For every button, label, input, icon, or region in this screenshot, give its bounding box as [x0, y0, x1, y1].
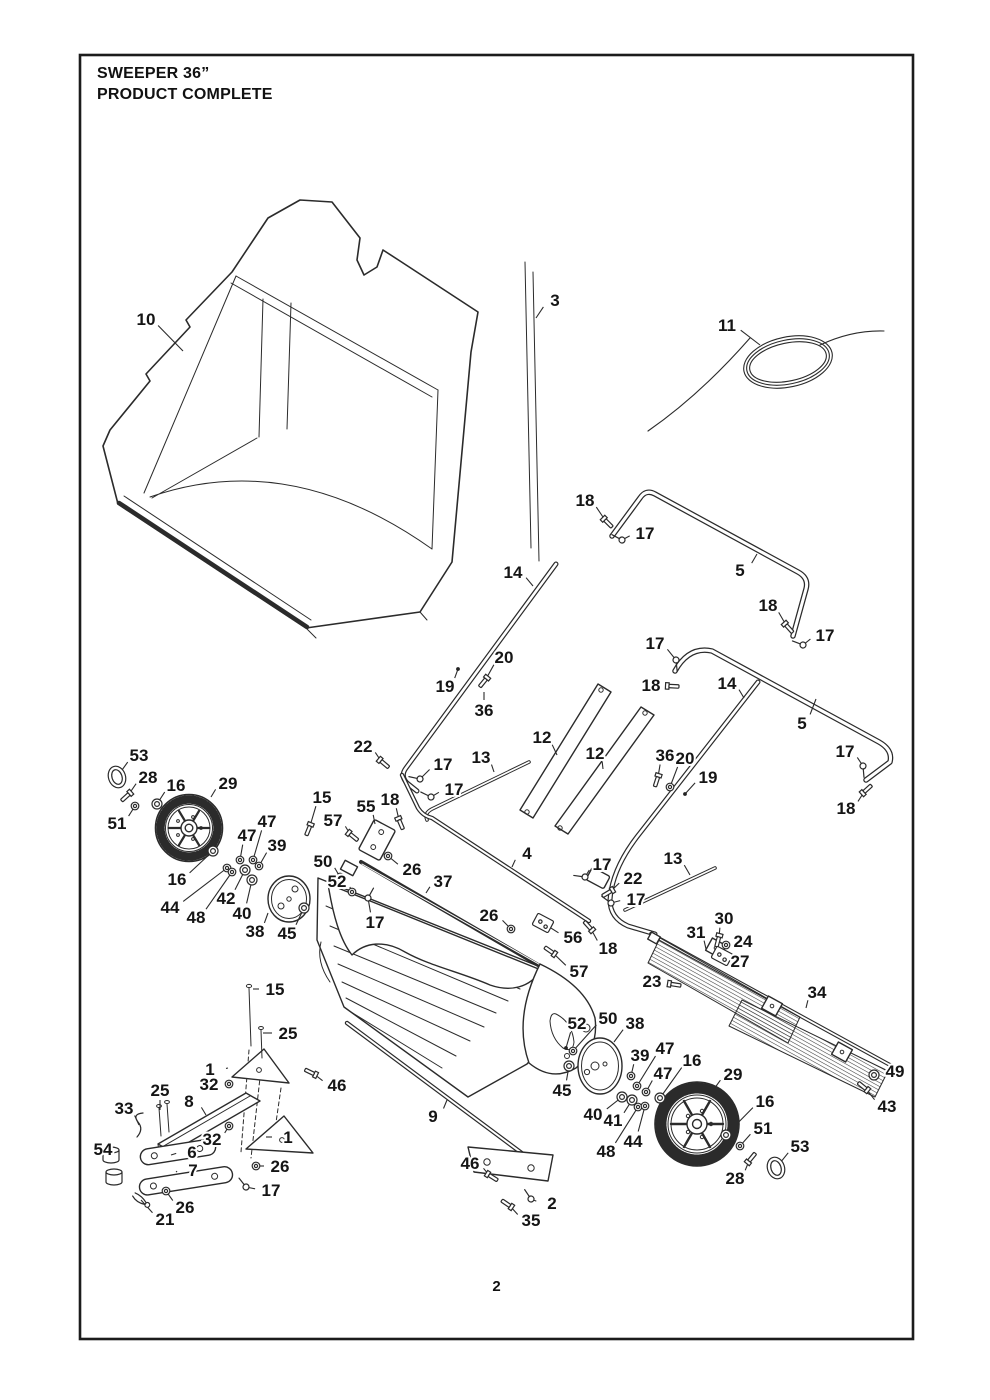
part-callout-47: 47 — [237, 825, 257, 845]
washer-part-glyph — [249, 856, 257, 864]
washer-part-glyph — [131, 802, 139, 810]
part-callout-57: 57 — [569, 961, 589, 981]
side-disc-left-drawing — [268, 876, 310, 922]
callout-leader — [752, 554, 757, 563]
part-callout-24: 24 — [733, 931, 753, 951]
part-callout-20: 20 — [494, 647, 514, 667]
washer-part-glyph — [666, 783, 674, 791]
page-title-line1: SWEEPER 36” — [97, 65, 210, 82]
handle-tube-right-drawing — [586, 682, 758, 934]
part-callout-16: 16 — [682, 1050, 702, 1070]
bolt-part-glyph — [303, 822, 314, 837]
part-callout-9: 9 — [428, 1106, 438, 1126]
washer-part-glyph — [642, 1088, 650, 1096]
part-callout-31: 31 — [686, 922, 706, 942]
part-callout-18: 18 — [598, 938, 618, 958]
part-callout-47: 47 — [257, 811, 277, 831]
part-callout-20: 20 — [675, 748, 695, 768]
callout-leader — [739, 690, 744, 698]
washer-part-glyph — [225, 1080, 233, 1088]
callout-leader — [684, 865, 690, 875]
bolt-part-glyph — [500, 1198, 515, 1211]
part-callout-26: 26 — [479, 905, 499, 925]
part-callout-10: 10 — [136, 309, 156, 329]
part-callout-42: 42 — [216, 888, 236, 908]
part-callout-46: 46 — [327, 1075, 347, 1095]
washer-part-glyph — [225, 1122, 233, 1130]
callout-leader — [176, 1171, 177, 1172]
bushing-part-glyph — [208, 846, 218, 856]
part-callout-51: 51 — [753, 1118, 773, 1138]
bolt-part-glyph — [477, 674, 490, 689]
part-callout-48: 48 — [186, 907, 206, 927]
part-callout-50: 50 — [598, 1008, 618, 1028]
bolt-part-glyph — [543, 945, 558, 958]
bolt-part-glyph — [395, 816, 406, 831]
part-callout-28: 28 — [725, 1168, 745, 1188]
washer-part-glyph — [507, 925, 515, 933]
part-callout-17: 17 — [261, 1180, 281, 1200]
cap-part-glyph — [106, 764, 129, 790]
callout-leader — [512, 860, 515, 867]
side-disc-right-drawing — [578, 1038, 622, 1094]
washer-part-glyph — [736, 1142, 744, 1150]
part-callout-26: 26 — [270, 1156, 290, 1176]
part-callout-17: 17 — [592, 854, 612, 874]
part-callout-26: 26 — [402, 859, 422, 879]
part-callout-2: 2 — [547, 1193, 557, 1213]
bolt-part-glyph — [600, 515, 614, 529]
bolt-part-glyph — [304, 1067, 319, 1079]
washer-part-glyph — [569, 1047, 577, 1055]
part-callout-12: 12 — [585, 743, 605, 763]
part-callout-23: 23 — [642, 971, 662, 991]
bushing-part-glyph — [240, 865, 250, 875]
callout-leader — [685, 783, 695, 794]
part-callout-17: 17 — [815, 625, 835, 645]
pin-part-glyph — [238, 1178, 250, 1190]
part-callout-41: 41 — [603, 1110, 623, 1130]
bolt-part-glyph — [667, 980, 681, 988]
part-callout-25: 25 — [278, 1023, 298, 1043]
washer-part-glyph — [348, 888, 356, 896]
page-title-line2: PRODUCT COMPLETE — [97, 86, 273, 103]
part-callout-16: 16 — [167, 869, 187, 889]
part-callout-16: 16 — [166, 775, 186, 795]
callout-leader — [426, 887, 430, 893]
part-callout-15: 15 — [312, 787, 332, 807]
part-callout-13: 13 — [471, 747, 491, 767]
part-callout-1: 1 — [205, 1059, 215, 1079]
bushing-part-glyph — [564, 1061, 574, 1071]
part-callout-43: 43 — [877, 1096, 897, 1116]
part-callout-1: 1 — [283, 1127, 293, 1147]
bushing-part-glyph — [655, 1093, 665, 1103]
part-callout-25: 25 — [150, 1080, 170, 1100]
part-callout-7: 7 — [188, 1160, 198, 1180]
lift-rod-drawing — [525, 262, 539, 561]
bolt-part-glyph — [652, 773, 662, 788]
bushing-part-glyph — [617, 1092, 627, 1102]
part-callout-32: 32 — [202, 1129, 222, 1149]
part-callout-40: 40 — [583, 1104, 603, 1124]
part-callout-18: 18 — [758, 595, 778, 615]
part-callout-53: 53 — [129, 745, 149, 765]
bolt-part-glyph — [119, 789, 133, 803]
hopper-drawing — [103, 200, 478, 638]
callout-leader — [444, 1100, 448, 1109]
part-callout-30: 30 — [714, 908, 734, 928]
part-callout-39: 39 — [630, 1045, 650, 1065]
wheel-right-drawing — [655, 1082, 739, 1166]
part-callout-17: 17 — [365, 912, 385, 932]
part-callout-35: 35 — [521, 1210, 541, 1230]
bushing-part-glyph — [247, 875, 257, 885]
part-callout-48: 48 — [596, 1141, 616, 1161]
pin-part-glyph — [574, 869, 589, 884]
part-callout-55: 55 — [356, 796, 376, 816]
part-callout-57: 57 — [323, 810, 343, 830]
part-callout-36: 36 — [474, 700, 494, 720]
bolt-part-glyph — [376, 756, 390, 770]
part-callout-18: 18 — [641, 675, 661, 695]
part-callout-51: 51 — [107, 813, 127, 833]
part-callout-14: 14 — [503, 562, 523, 582]
washer-part-glyph — [162, 1187, 170, 1195]
callout-leader — [492, 765, 495, 772]
part-callout-54: 54 — [93, 1139, 113, 1159]
callout-leader — [264, 913, 268, 923]
dot-part-glyph — [456, 667, 460, 671]
dot-part-glyph — [683, 792, 687, 796]
part-callout-39: 39 — [267, 835, 287, 855]
part-callout-45: 45 — [552, 1080, 572, 1100]
callout-leader — [211, 789, 216, 797]
washer-part-glyph — [633, 1082, 641, 1090]
part-callout-52: 52 — [567, 1013, 587, 1033]
part-callout-17: 17 — [835, 741, 855, 761]
part-callout-17: 17 — [433, 754, 453, 774]
pin-part-glyph — [792, 636, 807, 651]
bolt-part-glyph — [744, 1151, 757, 1166]
part-callout-29: 29 — [723, 1064, 743, 1084]
part-callout-18: 18 — [575, 490, 595, 510]
part-callout-18: 18 — [836, 798, 856, 818]
callout-leader — [526, 578, 533, 586]
bushing-part-glyph — [299, 903, 309, 913]
bolt-part-glyph — [665, 683, 679, 690]
part-callout-38: 38 — [625, 1013, 645, 1033]
bushing-part-glyph — [152, 799, 162, 809]
part-callout-13: 13 — [663, 848, 683, 868]
part-callout-29: 29 — [218, 773, 238, 793]
part-callout-50: 50 — [313, 851, 333, 871]
part-callout-27: 27 — [730, 951, 750, 971]
part-callout-56: 56 — [563, 927, 583, 947]
part-callout-32: 32 — [199, 1074, 219, 1094]
part-callout-14: 14 — [717, 673, 737, 693]
callout-leader — [536, 307, 543, 318]
part-callout-16: 16 — [755, 1091, 775, 1111]
part-callout-5: 5 — [797, 713, 807, 733]
part-callout-26: 26 — [175, 1197, 195, 1217]
washer-part-glyph — [641, 1102, 649, 1110]
part-callout-18: 18 — [380, 789, 400, 809]
part-callout-17: 17 — [645, 633, 665, 653]
part-callout-17: 17 — [444, 779, 464, 799]
washer-part-glyph — [255, 862, 263, 870]
part-callout-22: 22 — [623, 868, 643, 888]
page-number: 2 — [492, 1278, 501, 1295]
part-callout-40: 40 — [232, 903, 252, 923]
washer-part-glyph — [236, 856, 244, 864]
bolt-part-glyph — [859, 783, 873, 797]
cable-loop-drawing — [648, 328, 884, 431]
callout-leader — [201, 1107, 206, 1115]
part-callout-12: 12 — [532, 727, 552, 747]
washer-part-glyph — [722, 941, 730, 949]
washer-part-glyph — [252, 1162, 260, 1170]
part-callout-21: 21 — [155, 1209, 175, 1229]
brush-assembly-drawing — [648, 932, 901, 1097]
pin-part-glyph — [523, 1190, 536, 1203]
part-callout-3: 3 — [550, 290, 560, 310]
part-callout-38: 38 — [245, 921, 265, 941]
callout-leader — [741, 330, 760, 345]
part-callout-6: 6 — [187, 1142, 197, 1162]
part-callout-8: 8 — [184, 1091, 194, 1111]
washer-part-glyph — [634, 1103, 642, 1111]
washer-part-glyph — [627, 1072, 635, 1080]
bracket-part-glyph — [532, 913, 554, 933]
dot-part-glyph — [564, 1046, 568, 1050]
part-callout-19: 19 — [698, 767, 718, 787]
title-block — [97, 63, 273, 105]
part-callout-37: 37 — [433, 871, 453, 891]
part-callout-44: 44 — [623, 1131, 643, 1151]
part-callout-17: 17 — [626, 889, 646, 909]
part-callout-47: 47 — [655, 1038, 675, 1058]
part-callout-17: 17 — [635, 523, 655, 543]
bolt-part-glyph — [345, 829, 360, 842]
part-callout-5: 5 — [735, 560, 745, 580]
bushing-part-glyph — [721, 1130, 731, 1140]
part-callout-15: 15 — [265, 979, 285, 999]
part-callout-19: 19 — [435, 676, 455, 696]
part-callout-22: 22 — [353, 736, 373, 756]
part-callout-36: 36 — [655, 745, 675, 765]
callout-leader — [614, 1030, 623, 1042]
part-callout-53: 53 — [790, 1136, 810, 1156]
part-callout-46: 46 — [460, 1153, 480, 1173]
part-callout-33: 33 — [114, 1098, 134, 1118]
part-callout-4: 4 — [522, 843, 532, 863]
bushing-part-glyph — [869, 1070, 879, 1080]
part-callout-44: 44 — [160, 897, 180, 917]
part-callout-11: 11 — [718, 315, 736, 335]
pin-part-glyph — [421, 788, 435, 802]
part-callout-52: 52 — [327, 871, 347, 891]
part-callout-34: 34 — [807, 982, 827, 1002]
part-callout-45: 45 — [277, 923, 297, 943]
pin-part-glyph — [363, 888, 377, 902]
part-callout-49: 49 — [885, 1061, 905, 1081]
washer-part-glyph — [384, 852, 392, 860]
part-callout-47: 47 — [653, 1063, 673, 1083]
hook-part-glyph — [136, 1113, 143, 1137]
lower-handle-drawing — [675, 650, 891, 780]
part-callout-28: 28 — [138, 767, 158, 787]
washer-part-glyph — [228, 868, 236, 876]
